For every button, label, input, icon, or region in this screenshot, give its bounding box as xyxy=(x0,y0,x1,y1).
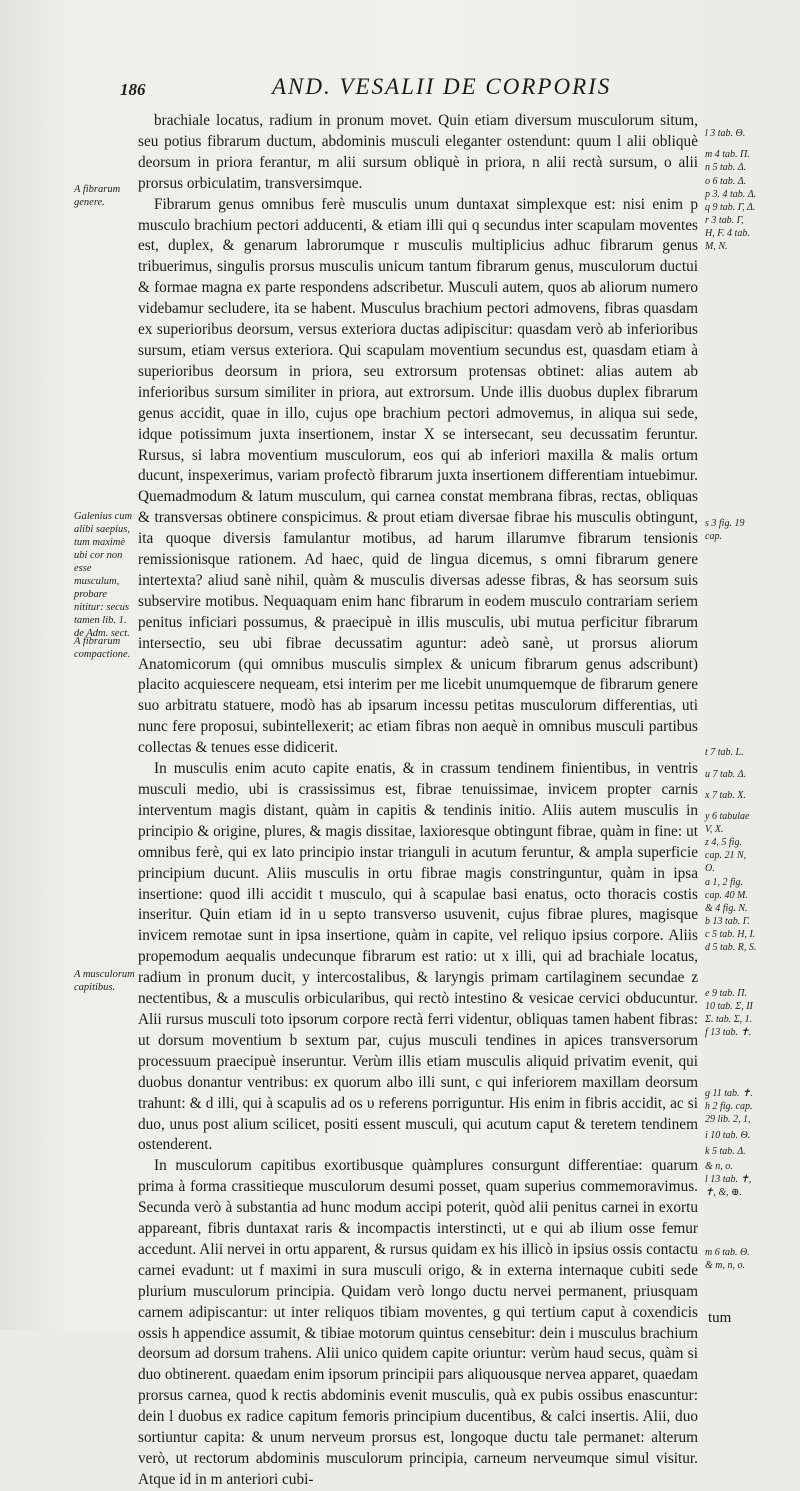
right-margin-reference: h 2 fig. cap. xyxy=(705,1101,753,1112)
right-margin-reference: q 9 tab. Γ, Δ. xyxy=(705,202,756,213)
left-margin-note: A fibrarum genere. xyxy=(74,184,121,208)
right-margin-reference: H, F. 4 tab. xyxy=(705,228,750,239)
right-margin-reference: 29 lib. 2, 1, xyxy=(705,1114,751,1125)
right-margin-reference: 10 tab. Σ, II xyxy=(705,1001,753,1012)
left-margin-note: Galenius cum alibi saepius, tum maximè ubi cor non esse musculum, probare nititur: secus tamen lib. 1. de Adm. sect. xyxy=(74,511,133,639)
right-margin-reference: cap. xyxy=(705,531,722,542)
right-margin-reference: e 9 tab. Π. xyxy=(705,988,747,999)
right-margin-reference: & 4 fig. N. xyxy=(705,903,748,914)
right-margin-reference: cap. 21 N, xyxy=(705,850,747,861)
right-margin-reference: z 4, 5 fig. xyxy=(705,837,742,848)
right-margin-reference: g 11 tab. ✝. xyxy=(705,1088,753,1099)
left-margin-note: A fibrarum compactione. xyxy=(74,636,131,660)
right-margin-reference: o 6 tab. Δ. xyxy=(705,176,747,187)
right-margin-reference: & n, o. xyxy=(705,1161,733,1172)
right-margin-reference: cap. 40 M. xyxy=(705,890,748,901)
right-margin-reference: y 6 tabulae xyxy=(705,811,750,822)
right-margin-reference: i 10 tab. Θ. xyxy=(705,1130,751,1141)
main-text-block xyxy=(138,111,698,1488)
right-margin-reference: s 3 fig. 19 xyxy=(705,518,745,529)
paragraph-4: In musculorum capitibus exortibusque quàmplures consurgunt differentiae: quarum prima à forma crassitieque musculorum desumi posset, quam superius commemoravimus. Secunda verò à substantia ad hunc modum accipi poterit, quòd alii penitus carnei in exortu appareant, fibris duntaxat raris & incompactis interstincti, ut e qui ab ilium osse femur accedunt. Alii nervei in ortu apparent, & rursus quidam ex his illicò in ipsius ossis contactu carnei evadunt: ut f maximi in sura musculi origo, & in externa internaque cubiti sede plurium musculorum principia. Quidam verò longo ductu nervei permanent, priusquam carnem adipiscantur: ut inter reliquos tibiam moventes, g qui tertium caput à coxendicis ossis h appendice assumit, & tibiae motorum quintus censebitur: dein i musculus brachium deorsum ad dorsum trahens. Alii unico quidem capite oriuntur: verùm haud secus, quàm si duo obtinerent. quaedam enim ipsorum principii pars aliquousque nervea apparet, quaedam prorsus carnea, quod k rectis abdominis evenit musculis, quà ex pubis ossibus enascuntur: dein l duobus ex radice capitum femoris principium ducentibus, & calci insertis. Alii, duo sortiuntur capita: & unum nerveum prorsus est, longoque ductu tale permanet: alterum verò, ut rectorum abdominis musculorum principia, carneum nerveumque simul visitur. Atque id in m anteriori cubi- xyxy=(138,1157,698,1488)
right-margin-reference: O. xyxy=(705,863,715,874)
right-margin-reference: d 5 tab. R, S. xyxy=(705,942,757,953)
left-margin-note: A musculorum capitibus. xyxy=(74,969,135,993)
right-margin-reference: ✝, &, ⊕. xyxy=(705,1187,743,1198)
right-margin-reference: n 5 tab. Δ. xyxy=(705,162,747,173)
right-margin-reference: u 7 tab. Δ. xyxy=(705,769,747,780)
right-margin-reference: Σ. tab. Σ, 1. xyxy=(705,1014,753,1025)
right-margin-reference: M, N. xyxy=(705,241,728,252)
right-margin-reference: r 3 tab. Γ, xyxy=(705,215,744,226)
right-margin-reference: b 13 tab. Γ. xyxy=(705,916,750,927)
right-margin-reference: k 5 tab. Δ. xyxy=(705,1146,746,1157)
right-margin-reference: l 13 tab. ✝, xyxy=(705,1174,752,1185)
right-margin-reference: & m, n, o. xyxy=(705,1260,745,1271)
right-margin-reference: m 6 tab. Θ. xyxy=(705,1247,750,1258)
page-header xyxy=(120,74,680,104)
right-margin-reference: t 7 tab. L. xyxy=(705,747,744,758)
right-margin-reference: V, X. xyxy=(705,824,724,835)
right-margin-reference: a 1, 2 fig. xyxy=(705,877,744,888)
right-margin-reference: m 4 tab. Π. xyxy=(705,149,750,160)
paragraph-3: In musculis enim acuto capite enatis, & in crassum tendinem finientibus, in ventris musculi medio, ubi is crassissimus est, fibrae tenuissimae, invicem propter carnis interventum magis distant, quàm in capitis & tendinis initio. Aliis autem musculis in principio & origine, plures, & magis dissitae, laxioresque obtingunt fibrae, quàm in fine: ut omnibus ferè, qui ex lato principio instar trianguli in acutum feruntur, & ampla superficie principium ducunt. Aliis musculis in ortu fibrae magis constringuntur, quàm in ipsa insertione: quod illi accidit t musculo, qui à scapulae basi enatus, octo thoracis costis inseritur. Quin etiam id in u septo transverso usuvenit, cujus fibrae plures, magisque invicem remotae sunt in ipsa insertione, quàm in capite, vel reliquo ipsius corpore. Aliis propemodum aequalis undecunque fibrarum est ratio: ut x illi, qui ad brachiale locatus, radium in pronum ducit, y intercostalibus, & laryngis primam cartilaginem secundae z nectentibus, & a musculis orbicularibus, qui rectò intestino & vesicae cervici obducuntur. Alii rursus musculi toto ipsorum corpore rectà ferri videntur, obliquas tamen habent fibras: ut dorsum moventium b sextum par, cujus musculi tendines in apices transversorum processuum praecipuè inseruntur. Verùm illis etiam musculis aliquid privatim evenit, qui duobus donantur ventribus: ex quorum albo illi sunt, c qui inferiorem maxillam deorsum trahunt: & d illi, qui à scapulis ad os υ referens porriguntur. His enim in fibris accidit, ac si duo, unus post alium scilicet, positi essent musculi, qui acutum caput & teretem tendinem ostenderent. xyxy=(138,760,698,1154)
right-margin-reference: l 3 tab. Θ. xyxy=(705,128,746,139)
page-number: 186 xyxy=(120,80,146,99)
right-margin-reference: c 5 tab. H, I. xyxy=(705,929,756,940)
right-margin-reference: p 3. 4 tab. Δ. xyxy=(705,189,757,200)
paragraph-2: Fibrarum genus omnibus ferè musculis unum duntaxat simplexque est: nisi enim p musculo brachium pectori adducenti, & etiam illi qui q secundus inter scapulam moventes est, duplex, & genarum labrorumque r musculis multiplicius adhuc fibrarum genus tribuerimus, singulis prorsus musculis unicum tantum fibrarum genus, musculorum ductui & formae magna ex parte respondens adscribetur. Musculi autem, quos ab aliorum numero videbamur secludere, ita se habent. Musculus brachium pectori admovens, fibras quasdam ex superioribus deorsum, versus exteriora ductas adipiscitur: quasdam verò ab inferioribus sursum, etiam versus exteriora. Qui scapulam moventium secundus est, quasdam etiam à superioribus deorsum in priora, seu extrorsum protensas obtinet: alias autem ab inferioribus sursum similiter in priora, aut extrorsum. Unde illis duobus duplex fibrarum genus accidit, quae in illo, cujus ope brachium pectori admovemus, in aliqua sui sede, idque potissimum juxta insertionem, instar X se intersecant, seu decussatim feruntur. Rursus, si labra moventium musculorum, eos qui ab inferiori maxilla & malis ortum ducunt, inspexerimus, variam profectò fibrarum juxta insertionem differentiam intuebimur. Quemadmodum & latum musculum, qui carnea constat membrana fibras, rectas, obliquas & transversas obtinere conspicimus. & prout etiam diversae fibrae his musculis obtingunt, ita quoque diversis famulantur motibus, ad harum illarumve fibrarum tensionis remissionisque rationem. Ad haec, quid de lingua dicemus, s omni fibrarum genere intertexta? aliud sanè nihil, quàm & musculis diversas adesse fibras, & has seorsum suis subservire motibus. Nequaquam enim hanc fibrarum in eodem musculo contrariam seriem penitus inficiari possumus, & praecipuè in illis musculis, ubi mutua perficitur fibrarum intersectio, seu ubi fibrae decussatim aguntur: adeò sanè, ut prorsus aliorum Anatomicorum (qui omnibus musculis simplex & unicum fibrarum genus adscribunt) placito acquiescere nequeam, etsi interim per me licebit unumquemque de fibrarum genere suo arbitratu statuere, modò has ab ipsarum incessu petitas musculorum differentias, uti nunc fere proposui, subintellexerit; ac etiam fibras non aequè in omnibus musculi partibus collectas & tenues esse didicerit. xyxy=(138,195,698,757)
running-title: AND. VESALII DE CORPORIS xyxy=(272,74,612,99)
paragraph-1: brachiale locatus, radium in pronum movet. Quin etiam diversum musculorum situm, seu potius fibrarum ductum, abdominis musculi eleganter ostendunt: quum l alii obliquè deorsum in priora ferantur, m alii sursum obliquè in priora, n alii rectà sursum, o alii prorsus orbiculatim, transversimque. xyxy=(138,112,698,192)
right-margin-reference: f 13 tab. ✝. xyxy=(705,1027,752,1038)
catchword: tum xyxy=(708,1310,732,1326)
right-margin-reference: x 7 tab. X. xyxy=(705,790,746,801)
